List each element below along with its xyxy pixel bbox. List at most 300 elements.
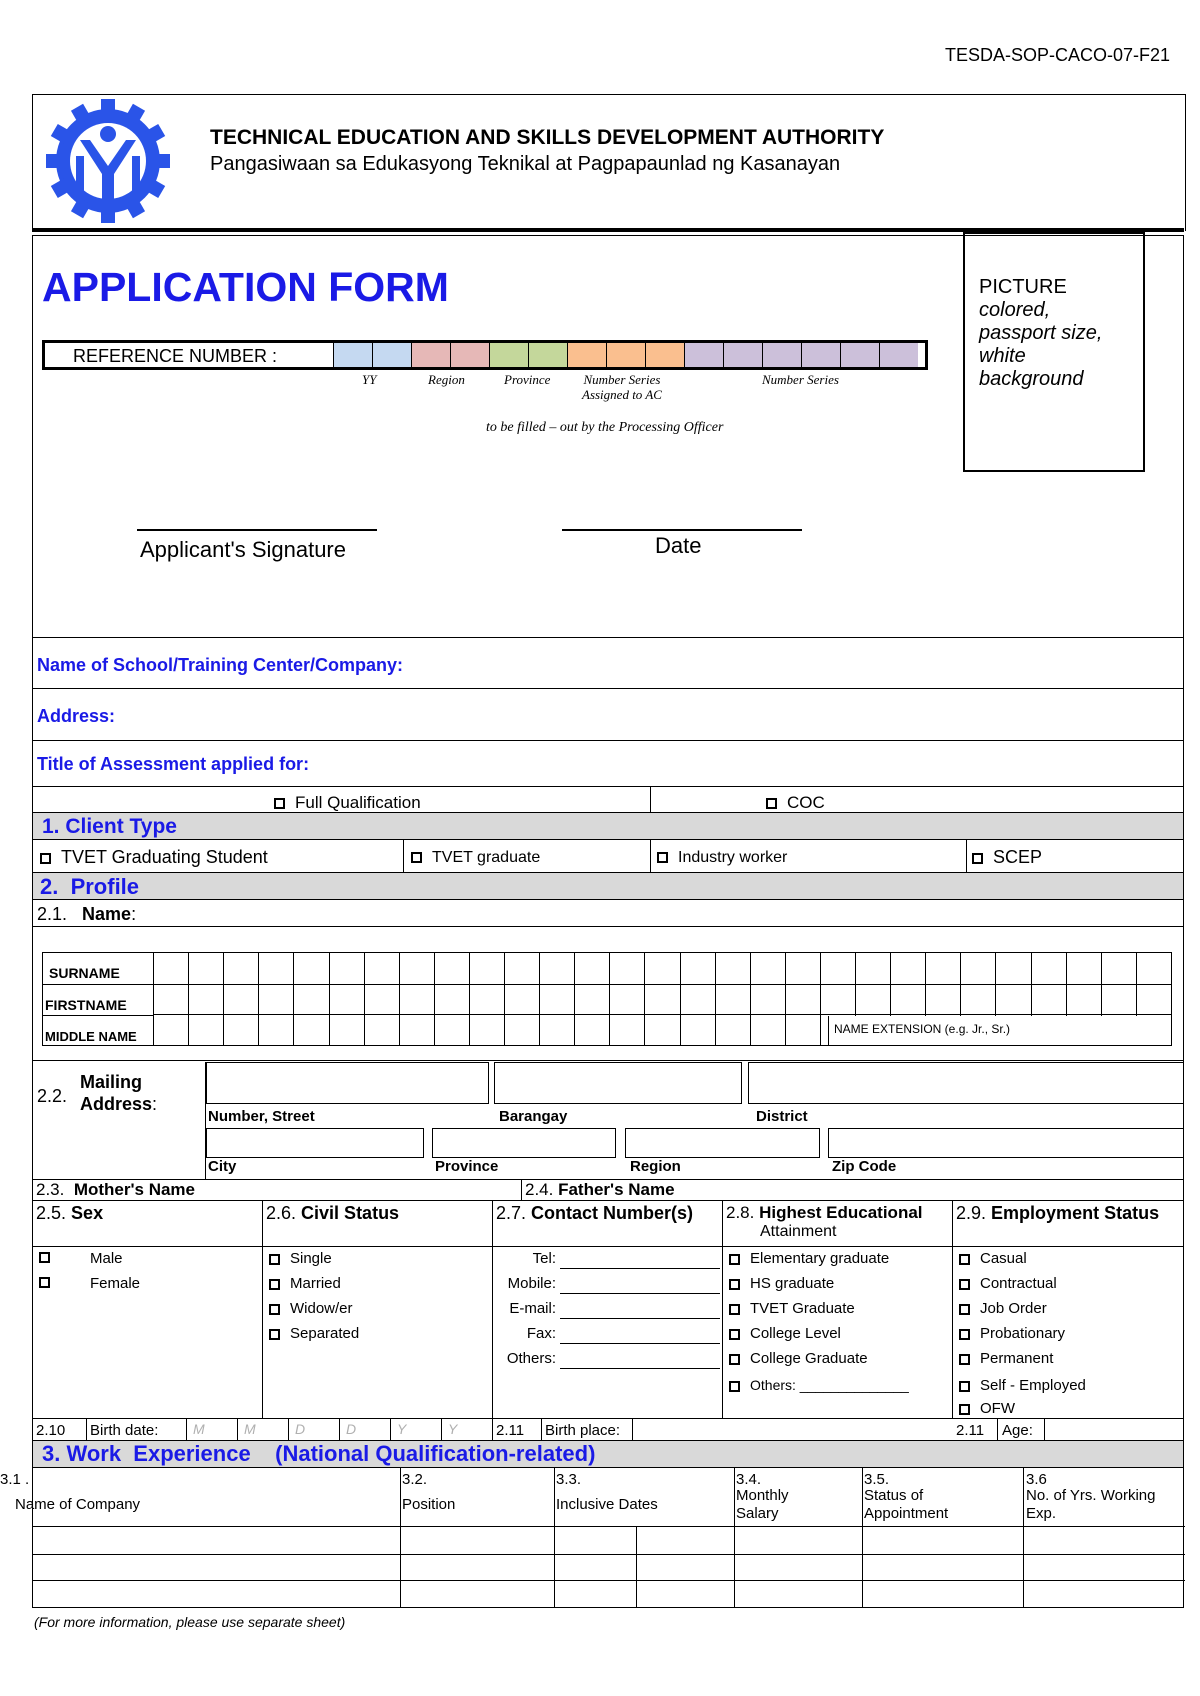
col-divider-sex <box>262 1200 263 1418</box>
college-level-label: College Level <box>750 1325 841 1342</box>
name-grid-cell[interactable] <box>644 953 679 984</box>
name-grid-cell[interactable] <box>223 953 258 984</box>
civil-option-separated[interactable] <box>269 1325 359 1342</box>
emp-option-permanent[interactable] <box>959 1350 1053 1367</box>
industry-worker-label: Industry worker <box>678 849 788 866</box>
street-label: Number, Street <box>208 1108 315 1125</box>
name-grid-cell[interactable] <box>434 953 469 984</box>
school-row-divider <box>32 688 1184 689</box>
name-grid-cell[interactable] <box>680 1014 715 1045</box>
reference-cell[interactable] <box>606 343 645 367</box>
district-label: District <box>756 1108 808 1125</box>
edu-label-1: Highest Educational <box>759 1203 923 1222</box>
married-label: Married <box>290 1275 341 1292</box>
client-type-title: 1. Client Type <box>42 815 177 838</box>
mobile-label: Mobile: <box>507 1275 556 1292</box>
name-grid-cell[interactable] <box>1066 984 1101 1015</box>
college-graduate-label: College Graduate <box>750 1350 868 1367</box>
job-order-checkbox[interactable] <box>959 1304 970 1315</box>
name-grid-cell[interactable] <box>574 984 609 1015</box>
male-checkbox[interactable] <box>39 1252 50 1263</box>
probationary-checkbox[interactable] <box>959 1329 970 1340</box>
edu-num: 2.8. <box>726 1203 755 1222</box>
emp-option-self-employed[interactable] <box>959 1377 1086 1394</box>
full-qualification-checkbox[interactable] <box>274 798 285 809</box>
work-row-div-2 <box>33 1580 1185 1581</box>
name-grid-cell[interactable] <box>258 984 293 1015</box>
province-field[interactable] <box>432 1128 616 1158</box>
reference-cell[interactable] <box>528 343 567 367</box>
name-grid-cell[interactable] <box>223 984 258 1015</box>
region-label: Region <box>630 1158 681 1175</box>
name-grid-cell[interactable] <box>504 1014 539 1045</box>
name-grid-cell[interactable] <box>925 953 960 984</box>
contractual-label: Contractual <box>980 1275 1057 1292</box>
college-level-checkbox[interactable] <box>729 1329 740 1340</box>
picture-desc-2: passport size, <box>979 322 1103 344</box>
name-grid-cell[interactable] <box>504 953 539 984</box>
reference-note: to be filled – out by the Processing Officer <box>486 420 724 435</box>
name-grid-cell[interactable] <box>960 953 995 984</box>
birthplace-num: 2.11 <box>496 1422 525 1439</box>
elementary-label: Elementary graduate <box>750 1250 890 1267</box>
name-grid-cell[interactable] <box>188 984 223 1015</box>
client-type-divider-1 <box>403 840 404 873</box>
female-label: Female <box>90 1275 141 1292</box>
name-label-divider-1 <box>43 984 153 985</box>
reference-cell[interactable] <box>645 343 684 367</box>
name-grid-cell[interactable] <box>715 1014 750 1045</box>
single-label: Single <box>290 1250 332 1267</box>
mobile-field[interactable] <box>560 1293 720 1294</box>
email-label: E-mail: <box>509 1300 556 1317</box>
casual-checkbox[interactable] <box>959 1254 970 1265</box>
name-grid-cell[interactable] <box>223 1014 258 1045</box>
name-grid-cell[interactable] <box>434 1014 469 1045</box>
name-grid-cell[interactable] <box>364 1014 399 1045</box>
work-col-2-label: Position <box>402 1496 456 1513</box>
applicant-signature-label: Applicant's Signature <box>140 537 346 562</box>
address-row-divider <box>32 740 1184 741</box>
reference-cell[interactable] <box>840 343 879 367</box>
name-grid-cell[interactable] <box>890 953 925 984</box>
college-graduate-checkbox[interactable] <box>729 1354 740 1365</box>
scep-checkbox[interactable] <box>972 853 983 864</box>
widower-checkbox[interactable] <box>269 1304 280 1315</box>
reference-number-label: REFERENCE NUMBER : <box>73 346 278 366</box>
zip-code-field[interactable] <box>828 1128 1184 1158</box>
name-grid-cell[interactable] <box>539 984 574 1015</box>
reference-number-box <box>42 340 928 370</box>
edu-option-elementary[interactable] <box>729 1250 889 1267</box>
reference-cell[interactable] <box>333 343 372 367</box>
contact-header <box>496 1203 693 1224</box>
edu-option-others[interactable] <box>729 1377 909 1393</box>
name-grid-cell[interactable] <box>820 953 855 984</box>
city-field[interactable] <box>206 1128 424 1158</box>
age-num: 2.11 <box>956 1422 985 1439</box>
firstname-label: FIRSTNAME <box>45 997 127 1013</box>
mailing-label-2-wrap <box>80 1094 157 1115</box>
name-grid-cell[interactable] <box>399 984 434 1015</box>
education-header <box>726 1203 923 1223</box>
name-grid-cell[interactable] <box>644 1014 679 1045</box>
name-grid-cell[interactable] <box>188 1014 223 1045</box>
email-field[interactable] <box>560 1318 720 1319</box>
name-grid-cell[interactable] <box>469 1014 504 1045</box>
name-grid-cell[interactable] <box>153 1014 188 1045</box>
permanent-label: Permanent <box>980 1350 1054 1367</box>
male-label: Male <box>90 1250 123 1267</box>
age-label: Age: <box>1002 1422 1033 1439</box>
work-col-2-num: 3.2. <box>402 1471 428 1488</box>
work-col-6-num: 3.6 <box>1026 1471 1047 1488</box>
region-field[interactable] <box>625 1128 820 1158</box>
reference-cell[interactable] <box>684 343 723 367</box>
name-grid-cell[interactable] <box>750 1014 785 1045</box>
name-grid-cell[interactable] <box>750 984 785 1015</box>
education-header-2: Attainment <box>760 1223 837 1240</box>
barangay-field[interactable] <box>494 1062 742 1104</box>
edu-option-tvet[interactable] <box>729 1300 855 1317</box>
birthdate-box[interactable]: M <box>186 1418 237 1440</box>
work-col-5-label: Status of Appointment <box>864 1487 949 1522</box>
fax-field[interactable] <box>560 1343 720 1344</box>
name-grid-cell[interactable] <box>855 984 890 1015</box>
father-num: 2.4. <box>525 1180 554 1199</box>
profile-title: 2. Profile <box>40 874 140 899</box>
mailing-colon: : <box>152 1094 158 1114</box>
work-header-bottom <box>33 1526 1185 1527</box>
name-grid-cell[interactable] <box>329 1014 364 1045</box>
name-grid-cell[interactable] <box>1031 984 1066 1015</box>
work-row-div-1 <box>33 1554 1185 1555</box>
edu-others-label: Others: ______________ <box>750 1377 909 1393</box>
sex-header <box>36 1203 103 1224</box>
picture-box[interactable] <box>963 232 1145 472</box>
reference-cell[interactable] <box>762 343 801 367</box>
client-type-option-industry-worker[interactable] <box>657 849 787 867</box>
name-grid-cell[interactable] <box>293 953 328 984</box>
middlename-label: MIDDLE NAME <box>45 1029 137 1044</box>
civil-option-single[interactable] <box>269 1250 332 1267</box>
name-grid-cell[interactable] <box>609 953 644 984</box>
org-name-local: Pangasiwaan sa Edukasyong Teknikal at Pagpapaunlad ng Kasanayan <box>210 153 841 175</box>
tvet-graduating-label: TVET Graduating Student <box>61 847 268 867</box>
col-divider-civil <box>492 1200 493 1418</box>
civil-num: 2.6. <box>266 1203 297 1223</box>
work-col-div-3 <box>734 1468 735 1607</box>
emp-num: 2.9. <box>956 1203 987 1223</box>
birth-div-3 <box>541 1418 542 1440</box>
birthdate-box[interactable]: Y <box>390 1418 441 1440</box>
self-employed-label: Self - Employed <box>980 1377 1086 1394</box>
work-col-4-label: Monthly Salary <box>736 1487 789 1522</box>
others-contact-label: Others: <box>506 1350 556 1367</box>
birthdate-box[interactable]: D <box>339 1418 390 1440</box>
full-qualification-option[interactable] <box>274 793 421 813</box>
status-headers-bottom <box>32 1246 1184 1247</box>
permanent-checkbox[interactable] <box>959 1354 970 1365</box>
name-extension-label: NAME EXTENSION (e.g. Jr., Sr.) <box>834 1022 1011 1036</box>
casual-label: Casual <box>980 1250 1027 1267</box>
ref-label-series: Number Series <box>762 372 839 387</box>
date-line <box>562 529 802 531</box>
employment-header <box>956 1203 1159 1224</box>
name-grid-cell[interactable] <box>258 953 293 984</box>
name-label: Name <box>82 904 132 924</box>
address-label: Address: <box>37 706 116 726</box>
name-grid-cell[interactable] <box>469 984 504 1015</box>
civil-status-header <box>266 1203 399 1224</box>
full-qualification-label: Full Qualification <box>295 793 421 812</box>
work-col-div-2b <box>636 1526 637 1607</box>
name-colon: : <box>131 904 137 924</box>
name-grid-cell[interactable] <box>293 1014 328 1045</box>
name-grid-cell[interactable] <box>399 953 434 984</box>
ref-label-series-ac: Number Series Assigned to AC <box>582 372 662 402</box>
picture-desc-3: white <box>979 345 1026 367</box>
emp-option-casual[interactable] <box>959 1250 1027 1267</box>
name-grid-cell[interactable] <box>1031 953 1066 984</box>
name-grid-cell[interactable] <box>925 984 960 1015</box>
client-type-option-tvet-graduating[interactable] <box>40 847 268 868</box>
name-grid-cell[interactable] <box>1136 984 1171 1015</box>
emp-option-probationary[interactable] <box>959 1325 1065 1342</box>
edu-option-college-level[interactable] <box>729 1325 841 1342</box>
edu-option-hs[interactable] <box>729 1275 834 1292</box>
name-grid-cell[interactable] <box>750 953 785 984</box>
name-grid-cell[interactable] <box>609 1014 644 1045</box>
work-footnote: (For more information, please use separate sheet) <box>34 1614 346 1630</box>
job-order-label: Job Order <box>980 1300 1047 1317</box>
picture-title: PICTURE <box>979 276 1067 298</box>
name-grid-cell[interactable] <box>188 953 223 984</box>
tvet-graduate-label: TVET graduate <box>432 849 541 866</box>
assessment-type-row <box>32 787 1184 813</box>
name-grid-cell[interactable] <box>364 953 399 984</box>
name-grid-cell[interactable] <box>960 984 995 1015</box>
name-section-bottom <box>32 1060 1184 1061</box>
ref-label-yy: YY <box>362 372 377 387</box>
birthplace-field[interactable] <box>633 1419 952 1440</box>
age-div-1 <box>997 1418 998 1440</box>
client-type-divider-3 <box>966 840 967 873</box>
reference-cell[interactable] <box>450 343 489 367</box>
hs-graduate-checkbox[interactable] <box>729 1279 740 1290</box>
reference-cell[interactable] <box>801 343 840 367</box>
sex-label: Sex <box>71 1203 104 1223</box>
tvet-graduating-checkbox[interactable] <box>40 853 51 864</box>
reference-cell[interactable] <box>567 343 606 367</box>
name-grid-cell[interactable] <box>1136 953 1171 984</box>
name-grid-cell[interactable] <box>680 953 715 984</box>
father-name-label[interactable] <box>525 1180 675 1200</box>
name-extension-cell[interactable] <box>828 1016 1169 1045</box>
civil-option-married[interactable] <box>269 1275 341 1292</box>
name-grid-cell[interactable] <box>715 984 750 1015</box>
client-type-option-scep[interactable] <box>972 847 1042 868</box>
client-type-header <box>32 813 1184 840</box>
work-col-6-label: No. of Yrs. Working Exp. <box>1026 1487 1156 1522</box>
reference-cell[interactable] <box>879 343 918 367</box>
tvet-graduate-checkbox[interactable] <box>411 852 422 863</box>
emp-label: Employment Status <box>991 1203 1160 1223</box>
age-field[interactable] <box>1045 1419 1183 1440</box>
single-checkbox[interactable] <box>269 1254 280 1265</box>
father-label: Father's Name <box>558 1180 675 1199</box>
name-grid-cell[interactable] <box>1066 953 1101 984</box>
reference-cell[interactable] <box>489 343 528 367</box>
work-experience-title: 3. Work Experience (National Qualification-related) <box>42 1441 596 1466</box>
name-grid-cell[interactable] <box>820 984 855 1015</box>
mailing-label-2: Address <box>80 1094 153 1114</box>
tvet-graduate-edu-checkbox[interactable] <box>729 1304 740 1315</box>
profile-header <box>32 873 1184 900</box>
tesda-logo-icon <box>40 96 176 226</box>
name-grid-cell[interactable] <box>890 984 925 1015</box>
separated-checkbox[interactable] <box>269 1329 280 1340</box>
name-grid-cell[interactable] <box>153 953 188 984</box>
work-table <box>32 1468 1184 1608</box>
coc-option[interactable] <box>766 793 825 813</box>
work-col-5-num: 3.5. <box>864 1471 890 1488</box>
others-contact-field[interactable] <box>560 1368 720 1369</box>
birthdate-boxes[interactable] <box>186 1418 492 1440</box>
ofw-label: OFW <box>980 1400 1015 1417</box>
name-grid-cell[interactable] <box>855 953 890 984</box>
name-grid-cell[interactable] <box>434 984 469 1015</box>
name-label-divider-2 <box>43 1015 153 1016</box>
name-grid-cell[interactable] <box>680 984 715 1015</box>
mother-label: Mother's Name <box>73 1180 195 1199</box>
birthdate-box[interactable]: M <box>237 1418 288 1440</box>
self-employed-checkbox[interactable] <box>959 1381 970 1392</box>
work-col-1-label: Name of Company <box>15 1496 141 1513</box>
district-field[interactable] <box>748 1062 1184 1104</box>
name-grid-cell[interactable] <box>995 984 1030 1015</box>
name-num: 2.1. <box>37 904 68 924</box>
civil-label: Civil Status <box>301 1203 400 1223</box>
work-col-div-5 <box>1023 1468 1024 1607</box>
parents-bottom <box>32 1200 1184 1201</box>
name-grid-cell[interactable] <box>364 984 399 1015</box>
name-row-divider <box>32 926 1184 927</box>
name-grid-cell[interactable] <box>644 984 679 1015</box>
client-type-option-tvet-graduate[interactable] <box>411 849 540 867</box>
barangay-label: Barangay <box>499 1108 568 1125</box>
name-grid-cell[interactable] <box>609 984 644 1015</box>
emp-option-ofw[interactable] <box>959 1400 1015 1417</box>
assessment-title-label: Title of Assessment applied for: <box>37 754 310 774</box>
name-grid-cell[interactable] <box>1101 953 1136 984</box>
name-grid-cell[interactable] <box>715 953 750 984</box>
hs-graduate-label: HS graduate <box>750 1275 835 1292</box>
reference-cells <box>333 343 918 367</box>
tel-field[interactable] <box>560 1268 720 1269</box>
female-checkbox[interactable] <box>39 1277 50 1288</box>
birthdate-box[interactable]: D <box>288 1418 339 1440</box>
name-grid-cell[interactable] <box>995 953 1030 984</box>
elementary-checkbox[interactable] <box>729 1254 740 1265</box>
probationary-label: Probationary <box>980 1325 1066 1342</box>
work-col-div-4 <box>862 1468 863 1607</box>
birthplace-label: Birth place: <box>545 1422 621 1439</box>
tvet-graduate-edu-label: TVET Graduate <box>750 1300 855 1317</box>
name-grid-cell[interactable] <box>504 984 539 1015</box>
name-grid-cell[interactable] <box>539 1014 574 1045</box>
name-grid-cell[interactable] <box>153 984 188 1015</box>
married-checkbox[interactable] <box>269 1279 280 1290</box>
name-grid-cell[interactable] <box>785 953 820 984</box>
name-grid-cell[interactable] <box>469 953 504 984</box>
form-title: APPLICATION FORM <box>42 264 449 310</box>
sex-num: 2.5. <box>36 1203 67 1223</box>
emp-option-job-order[interactable] <box>959 1300 1047 1317</box>
separated-label: Separated <box>290 1325 360 1342</box>
birthdate-num: 2.10 <box>36 1422 66 1439</box>
edu-others-checkbox[interactable] <box>729 1381 740 1392</box>
name-grid-cell[interactable] <box>258 1014 293 1045</box>
name-grid-cell[interactable] <box>399 1014 434 1045</box>
name-grid-cell[interactable] <box>785 984 820 1015</box>
picture-desc-1: colored, <box>979 299 1051 321</box>
name-grid-cell[interactable] <box>539 953 574 984</box>
name-grid-cell[interactable] <box>574 953 609 984</box>
work-col-div-2 <box>554 1468 555 1607</box>
reference-cell[interactable] <box>723 343 762 367</box>
coc-label: COC <box>787 793 825 812</box>
name-grid-cell[interactable] <box>329 984 364 1015</box>
name-grid-cell[interactable] <box>785 1014 820 1045</box>
ofw-checkbox[interactable] <box>959 1404 970 1415</box>
zip-code-label: Zip Code <box>832 1158 897 1175</box>
widower-label: Widow/er <box>290 1300 353 1317</box>
birth-div-1 <box>86 1418 87 1440</box>
name-grid-cell[interactable] <box>329 953 364 984</box>
emp-option-contractual[interactable] <box>959 1275 1057 1292</box>
industry-worker-checkbox[interactable] <box>657 852 668 863</box>
reference-cell[interactable] <box>411 343 450 367</box>
edu-option-college-graduate[interactable] <box>729 1350 868 1367</box>
mailing-num: 2.2. <box>37 1086 68 1106</box>
mother-num: 2.3. <box>36 1180 65 1199</box>
city-label: City <box>208 1158 237 1175</box>
work-col-1-num: 3.1 . <box>0 1471 30 1488</box>
coc-checkbox[interactable] <box>766 798 777 809</box>
document-code: TESDA-SOP-CACO-07-F21 <box>944 45 1170 65</box>
reference-cell[interactable] <box>372 343 411 367</box>
contractual-checkbox[interactable] <box>959 1279 970 1290</box>
name-grid-cell[interactable] <box>574 1014 609 1045</box>
street-field[interactable] <box>206 1062 489 1104</box>
school-name-label: Name of School/Training Center/Company: <box>37 655 404 675</box>
work-col-3-num: 3.3. <box>556 1471 582 1488</box>
mother-name-label[interactable] <box>36 1180 195 1200</box>
picture-desc-4: background <box>979 368 1084 390</box>
work-col-3-label: Inclusive Dates <box>556 1496 658 1513</box>
col-divider-edu <box>952 1200 953 1418</box>
fax-label: Fax: <box>526 1325 556 1342</box>
parents-divider <box>521 1180 522 1200</box>
org-name: TECHNICAL EDUCATION AND SKILLS DEVELOPMENT AUTHORITY <box>210 126 885 149</box>
birthdate-box[interactable]: Y <box>441 1418 492 1440</box>
civil-option-widower[interactable] <box>269 1300 353 1317</box>
birth-div-2 <box>492 1418 493 1440</box>
work-col-div-1 <box>400 1468 401 1607</box>
name-grid-cell[interactable] <box>293 984 328 1015</box>
name-grid-cell[interactable] <box>1101 984 1136 1015</box>
